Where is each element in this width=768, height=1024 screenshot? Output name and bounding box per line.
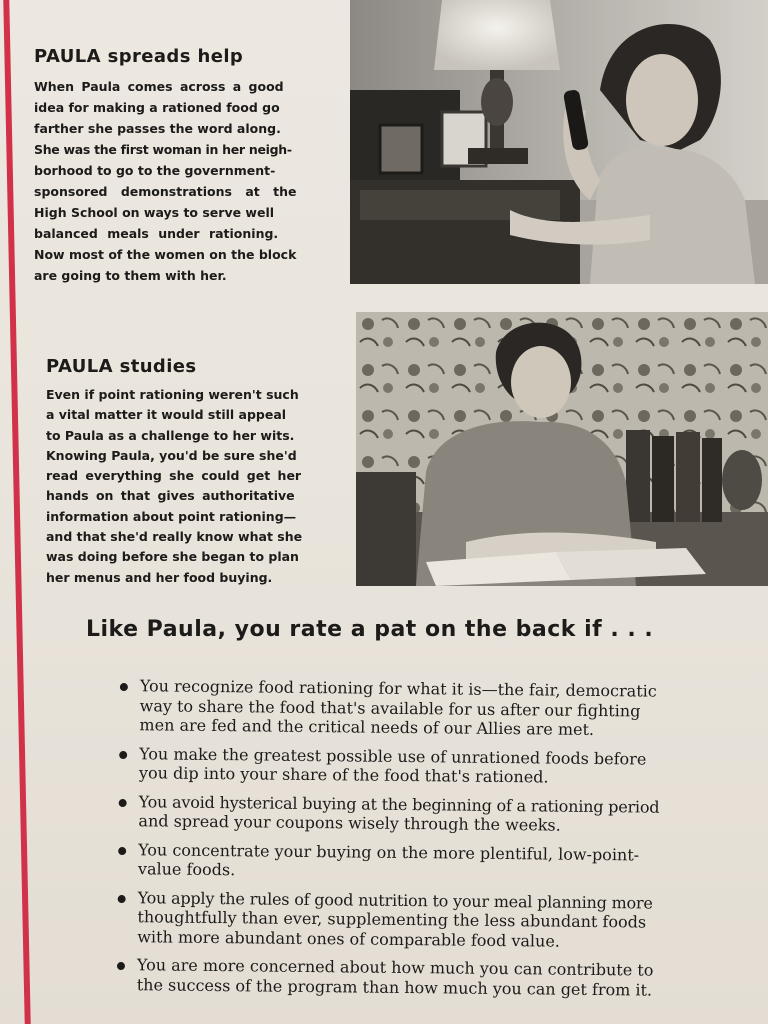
list-item [116, 839, 726, 884]
photo-paula-on-telephone [350, 0, 768, 284]
list-item-line: You avoid hysterical buying at the beginning of a rationing period [138, 791, 660, 817]
section1-heading: PAULA spreads help [34, 46, 244, 67]
bullet-dot [117, 962, 125, 970]
list-item-line: You recognize food rationing for what it is—the fair, democratic [139, 676, 657, 701]
section1-line: are going to them with her. [34, 268, 227, 283]
section2-heading: PAULA studies [46, 356, 197, 377]
section2-line: a vital matter it would still appeal [46, 407, 287, 423]
section1-line: borhood to go to the government- [34, 163, 276, 178]
list-item-line: thoughtfully than ever, supplementing the less abundant foods [137, 907, 647, 932]
section2-line: her menus and her food buying. [46, 569, 273, 585]
list-item [115, 955, 725, 1000]
list-item-line: You concentrate your buying on the more plentiful, low-point- [138, 839, 640, 864]
list-item [115, 887, 726, 952]
section1-line: Now most of the women on the block [34, 247, 297, 262]
section2-line: Knowing Paula, you'd be sure she'd [46, 447, 297, 463]
bullet-dot [118, 895, 126, 903]
list-item-line: the success of the program than how much you can get from it. [136, 974, 653, 1000]
bullet-dot [119, 799, 127, 807]
section2-body [46, 385, 336, 588]
section1-line: balanced meals under rationing. [34, 226, 279, 241]
bullet-dot [120, 683, 128, 691]
list-item-line: men are fed and the critical needs of our Allies are met. [139, 715, 595, 739]
list-item [117, 676, 728, 741]
list-item [117, 743, 727, 788]
list-item [116, 791, 726, 836]
section1-line: idea for making a rationed food go [34, 100, 280, 115]
section2-line: hands on that gives authoritative [46, 488, 295, 504]
pat-on-back-headline: Like Paula, you rate a pat on the back if . . . [86, 617, 654, 642]
section1-line: She was the first woman in her neigh- [34, 142, 292, 157]
section2-line: information about point rationing— [46, 508, 297, 524]
list-item-line: and spread your coupons wisely through the weeks. [138, 811, 561, 835]
list-item-line: You apply the rules of good nutrition to your meal planning more [137, 887, 653, 913]
list-item-line: You make the greatest possible use of unrationed foods before [139, 743, 647, 769]
section2-line: and that she'd really know what she [46, 529, 303, 545]
list-item-line: value foods. [137, 859, 236, 880]
section2-line: was doing before she began to plan [46, 549, 299, 565]
section1-body [34, 76, 326, 286]
photo-paula-studying [356, 312, 768, 586]
section1-line: sponsored demonstrations at the [34, 184, 297, 199]
checklist [115, 676, 728, 1009]
list-item-line: You are more concerned about how much you can contribute to [136, 955, 654, 980]
bullet-dot [118, 847, 126, 855]
list-item-line: you dip into your share of the food that's rationed. [138, 763, 549, 787]
section1-line: High School on ways to serve well [34, 205, 275, 220]
red-margin-rule [3, 0, 30, 1024]
list-item-line: with more abundant ones of comparable food value. [137, 926, 561, 951]
section2-line: Even if point rationing weren't such [46, 387, 299, 402]
bullet-dot [119, 751, 127, 759]
section1-line: farther she passes the word along. [34, 121, 281, 136]
list-item-line: way to share the food that's available for us after our fighting [139, 695, 641, 720]
section2-line: read everything she could get her [46, 468, 302, 484]
section1-line: When Paula comes across a good [34, 79, 284, 94]
section2-line: to Paula as a challenge to her wits. [46, 427, 295, 443]
